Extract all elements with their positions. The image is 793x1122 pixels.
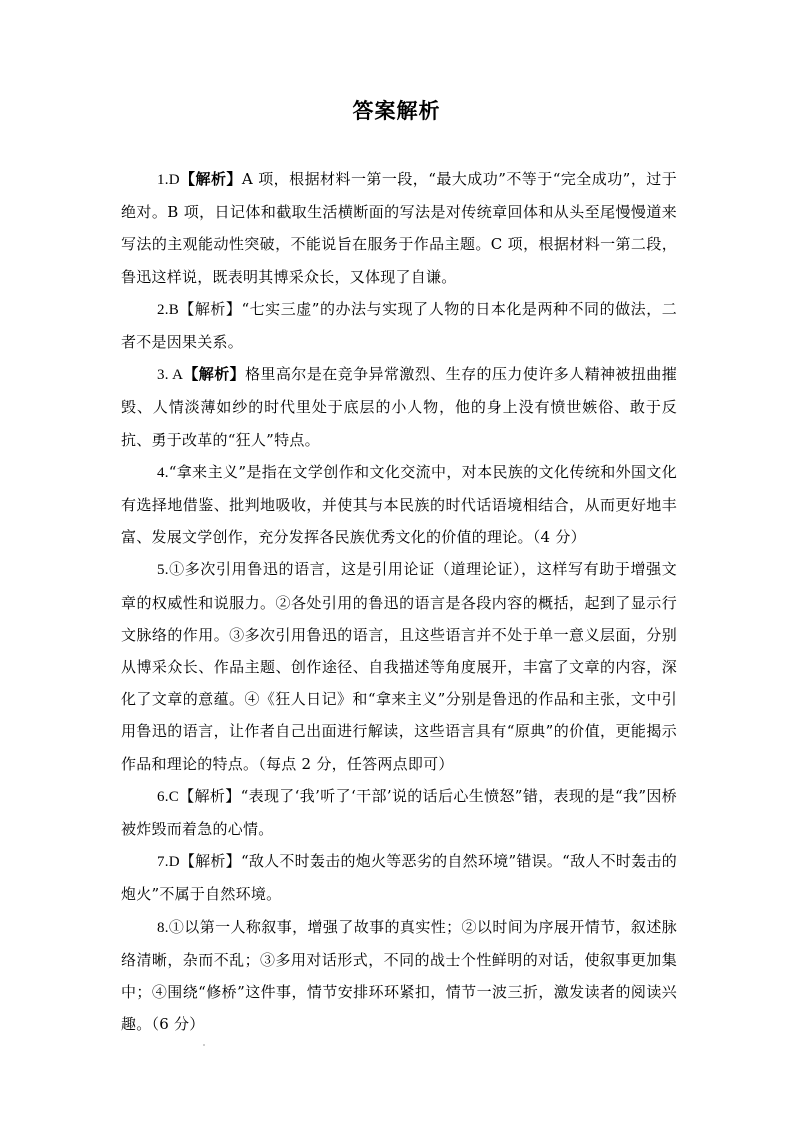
analysis-tag: 【解析】	[179, 786, 241, 805]
answer-number: 4.	[157, 464, 169, 481]
answer-text: “敌人不时轰击的炮火等恶劣的自然环境”错误。“敌人不时轰击的炮火”不属于自然环境。	[121, 852, 677, 904]
answer-item-2	[121, 293, 677, 358]
answer-item-7	[121, 845, 677, 910]
answer-number: 8.	[157, 919, 169, 936]
scan-speck	[203, 1044, 205, 1046]
answer-number: 7.D	[157, 854, 180, 871]
page-title: 答案解析	[352, 99, 441, 123]
analysis-tag: 【解析】	[179, 170, 242, 188]
answer-number: 3. A	[157, 367, 184, 384]
answer-item-5	[121, 553, 677, 779]
answer-list	[121, 163, 677, 1040]
answer-text: A 项，根据材料一第一段，“最大成功”不等于“完全成功”，过于绝对。B 项，日记体和截取生活横断面的写法是对传统章回体和从头至尾慢慢道来写法的主观能动性突破，不能说旨在服务于作品主题。C 项，根据材料一第二段，鲁迅这样说，既表明其博采众长，又体现了自谦。	[121, 170, 677, 286]
answer-text: ①以第一人称叙事，增强了故事的真实性；②以时间为序展开情节，叙述脉络清晰，杂而不乱；③多用对话形式，不同的战士个性鲜明的对话，使叙事更加集中；④围绕“修桥”这件事，情节安排环环紧扣，情节一波三折，激发读者的阅读兴趣。（6 分）	[121, 917, 677, 1034]
answer-text: ①多次引用鲁迅的语言，这是引用论证（道理论证），这样写有助于增强文章的权威性和说服力。②各处引用的鲁迅的语言是各段内容的概括，起到了显示行文脉络的作用。③多次引用鲁迅的语言，且这些语言并不处于单一意义层面，分别从博采众长、作品主题、创作途径、自我描述等角度展开，丰富了文章的内容，深化了文章的意蕴。④《狂人日记》和“拿来主义”分别是鲁迅的作品和主张，文中引用鲁迅的语言，让作者自己出面进行解读，这些语言具有“原典”的价值，更能揭示作品和理论的特点。（每点 2 分，任答两点即可）	[121, 560, 677, 773]
analysis-tag: 【解析】	[183, 365, 246, 384]
answer-text: 格里高尔是在竞争异常激烈、生存的压力使许多人精神被扭曲摧毁、人情淡薄如纱的时代里处于底层的小人物，他的身上没有愤世嫉俗、敢于反抗、勇于改革的“狂人”特点。	[121, 365, 677, 449]
answer-item-4	[121, 456, 677, 554]
answer-item-6	[121, 780, 677, 845]
analysis-tag: 【解析】	[179, 852, 241, 871]
answer-text: “拿来主义”是指在文学创作和文化交流中，对本民族的文化传统和外国文化有选择地借鉴、批判地吸收，并使其与本民族的时代话语境相结合，从而更好地丰富、发展文学创作，充分发挥各民族优秀文化的价值的理论。（4 分）	[121, 462, 677, 547]
answer-number: 6.C	[157, 788, 180, 805]
answer-text: “表现了‘我’听了‘干部’说的话后心生愤怒”错，表现的是“我”因桥被炸毁而着急的心情。	[121, 786, 677, 839]
answer-item-1	[121, 163, 677, 293]
answer-number: 1.D	[157, 172, 180, 188]
analysis-tag: 【解析】	[179, 299, 242, 318]
answer-item-8	[121, 911, 677, 1041]
answer-number: 2.B	[157, 301, 180, 318]
answer-number: 5.	[157, 562, 169, 579]
answer-text: “七实三虚”的办法与实现了人物的日本化是两种不同的做法，二者不是因果关系。	[121, 299, 677, 352]
answer-item-3	[121, 358, 677, 456]
